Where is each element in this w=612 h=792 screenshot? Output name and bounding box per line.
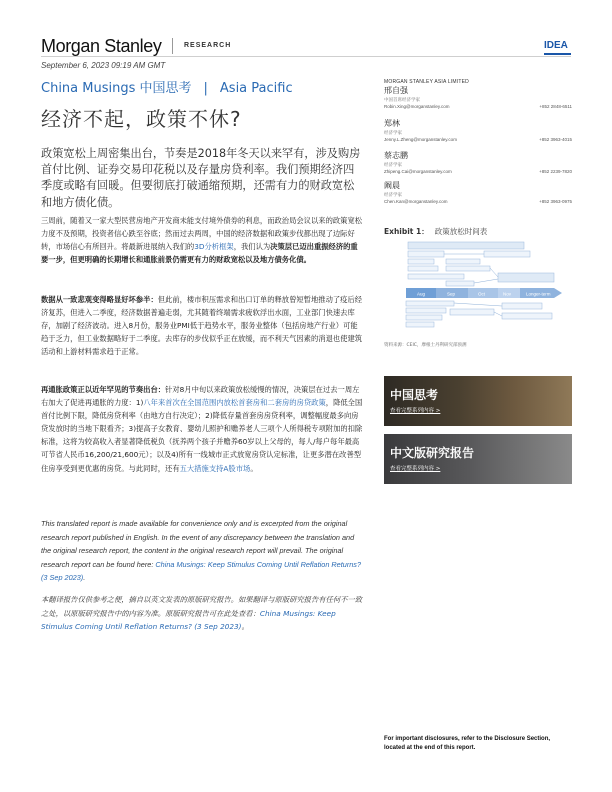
analyst-name: 邢自强 [384,86,408,95]
publish-date: September 6, 2023 09:19 AM GMT [41,61,166,70]
analyst-card [384,119,572,143]
framework-link[interactable]: 3D分析框架 [194,242,234,252]
series-region: Asia Pacific [219,81,293,96]
header-divider [172,38,173,54]
timeline-label-sep: Sep [447,291,456,297]
analyst-card [384,151,572,175]
exhibit-number: Exhibit 1： [384,227,429,236]
series-separator: | [203,81,208,96]
p1-bold-text: 决策层已迈出重振经济的重要一步，但更明确的长期增长和通胀前景仍需更有力的财政宽松以及地方债务化债。 [41,242,358,265]
original-report-link-cn[interactable]: China Musings: Keep Stimulus Coming Until Reflation Returns? (3 Sep 2023) [41,608,336,632]
disclaimer-cn-text: 本翻译报告仅供参考之便，摘自以英文发表的原版研究报告。如果翻译与原版研究报告有任何不一致之处，以原版研究报告中的内容为准。原版研究报告可在此处查看： [41,595,363,618]
promo-chinese-reports[interactable] [384,434,572,484]
chart-source: 资料来源：CEIC，摩根士丹利研究部预测 [384,343,467,348]
a-share-measures-link[interactable]: 五大措施支持A股市场 [179,463,251,473]
analyst-name: 阚晨 [384,181,400,190]
analyst-role: 经济学家 [384,130,402,135]
analyst-email[interactable]: Robin.Xing@morganstanley.com [384,104,450,109]
body-paragraph-2 [41,293,363,358]
timeline-block [450,309,494,315]
timeline-block [406,322,434,327]
idea-underline [544,53,571,55]
timeline-block [408,259,434,264]
p1-text-a: 三周前，随着又一家大型民营房地产开发商未能支付境外债券的利息，而政治局会议以来的政策宽松力度不及预期，投资者信心跌至谷底；然而过去两周，中国的经济数据和政策步伐都出现了边际好转，市场信心有所回升。将最新进展纳入我们的 [41,216,363,252]
p3-text-c: 。 [250,463,258,473]
series-name: China Musings 中国思考 [41,81,192,96]
analyst-email[interactable]: Jenny.L.Zheng@morganstanley.com [384,137,457,142]
promo-link[interactable]: 查看完整系列内容 > [390,408,441,414]
timeline-block [408,266,438,271]
timeline-block [446,281,474,286]
report-title: 经济不起，政策不休? [41,107,242,131]
analyst-role: 经济学家 [384,192,402,197]
lead-paragraph: 政策宽松上周密集出台，节奏是2018年冬天以来罕有，涉及购房首付比例、证券交易印花税以及存量房贷利率。我们预期经济四季度或略有回暖。但要彻底打破通缩预期，还需有力的财政宽松和地方债化债。 [41,147,361,209]
exhibit-caption: 政策放松时间表 [434,227,488,236]
promo-title: 中文版研究报告 [390,446,475,460]
p1-text-b: ，我们认为 [233,242,271,252]
timeline-label-longer-term: Longer-term [526,291,551,297]
analyst-role: 中国首席经济学家 [384,97,420,102]
analyst-card [384,86,572,110]
timeline-label-aug: Aug [417,291,426,297]
disclaimer-cn-end: 。 [241,622,249,632]
timeline-block [502,313,552,319]
p2-text: 但此前，楼市积压需求和出口订单的释放曾短暂地推动了疫后经济复苏，但进入二季度，经济数据普遍走弱，尤其随着终端需求疲软浮出水面，工业部门快速去库存，加剧了经济波动。进入8月份，服务业PMI低于趋势水平，服务业整体（包括房地产行业）可能趋于乏力，但工业数据略好于二季度。去库存的步伐似乎正在放缓，而不利天气因素的消退也使建筑活动和上游材料需求趋于正常。 [41,295,363,357]
chinese-disclaimer [41,593,363,634]
timeline-block [498,273,554,282]
original-report-link-en[interactable]: China Musings: Keep Stimulus Coming Until Reflation Returns? (3 Sep 2023) [41,559,362,583]
analyst-phone: +852 3963-4015 [539,137,572,142]
timeline-block [446,266,490,271]
timeline-block [406,308,446,313]
morgan-stanley-logo: Morgan Stanley [41,36,162,56]
idea-badge: IDEA [544,40,568,51]
p2-bold-text: 数据从一致悲观变得略显好坏参半： [41,295,158,304]
promo-link[interactable]: 查看完整系列内容 > [390,466,441,472]
p3-text-b: ，降低全国首付比例下限，降低房贷利率（由地方自行决定）；2)降低存量首套房房贷利率，调整幅度最多向房贷发放时的当地下限看齐；3)提高子女教育、婴幼儿照护和赡养老人三项个人所得税专项附加的扣除标准，这将为较高收入者显著降低税负（抚养两个孩子并赡养60岁以上父母的，每人/每户每年最高可节省人民币16,200/21,600元）；以及4)所有一线城市正式放宽房贷认定标准，让更多潜在改善型住房享受到更优惠的房贷。与此同时，还有 [41,398,363,473]
header-rule [41,56,571,57]
timeline-block [408,242,524,249]
timeline-block [446,259,480,264]
timeline-block [502,303,542,309]
p3-text-a: 针对8月中旬以来政策放松缓慢的情况，决策层在过去一周左右加大了促进再通胀的力度：1) [41,385,360,408]
body-paragraph-1 [41,214,363,266]
disclaimer-en-text: This translated report is made available for convenience only and is excerpted from the original research report published in English. In the event of any discrepancy between the translation and the original research report, the content in the original research report will prevail. The original research report can be found here: [41,519,355,569]
english-disclaimer [41,517,363,585]
timeline-label-nov: Nov [503,291,512,297]
entity-name: MORGAN STANLEY ASIA LIMITED [384,79,469,85]
promo-title: 中国思考 [390,388,439,402]
disclosure-note: For important disclosures, refer to the Disclosure Section, located at the end of this report. [384,736,551,751]
timeline-block [406,315,442,320]
timeline-label-oct: Oct [478,291,486,297]
policy-timeline-diagram [384,237,572,335]
analyst-role: 经济学家 [384,162,402,167]
analyst-name: 郑林 [384,119,400,128]
series-line [41,77,293,96]
housing-policy-link[interactable]: 八年来首次在全国范围内放松首套房和二套房的房贷政策 [143,398,326,408]
analyst-email[interactable]: Zhipeng.Cai@morganstanley.com [384,169,452,174]
exhibit-label [384,226,487,237]
analyst-phone: +852 3963-0975 [539,199,572,204]
disclaimer-en-end: . [83,573,86,583]
analyst-name: 蔡志鹏 [384,151,408,160]
body-paragraph-3 [41,383,363,475]
p3-bold-text: 再通胀政策正以近年罕见的节奏出台： [41,385,166,394]
analyst-email[interactable]: Chen.Kan@morganstanley.com [384,199,448,204]
analyst-card [384,181,572,205]
timeline-block [406,301,454,306]
analyst-phone: +852 2239-7820 [539,169,572,174]
research-label: RESEARCH [184,42,232,49]
timeline-block [408,274,464,279]
analyst-phone: +852 2848-6511 [539,104,572,109]
promo-china-musings[interactable] [384,376,572,426]
timeline-block [484,251,530,257]
timeline-block [408,251,444,257]
